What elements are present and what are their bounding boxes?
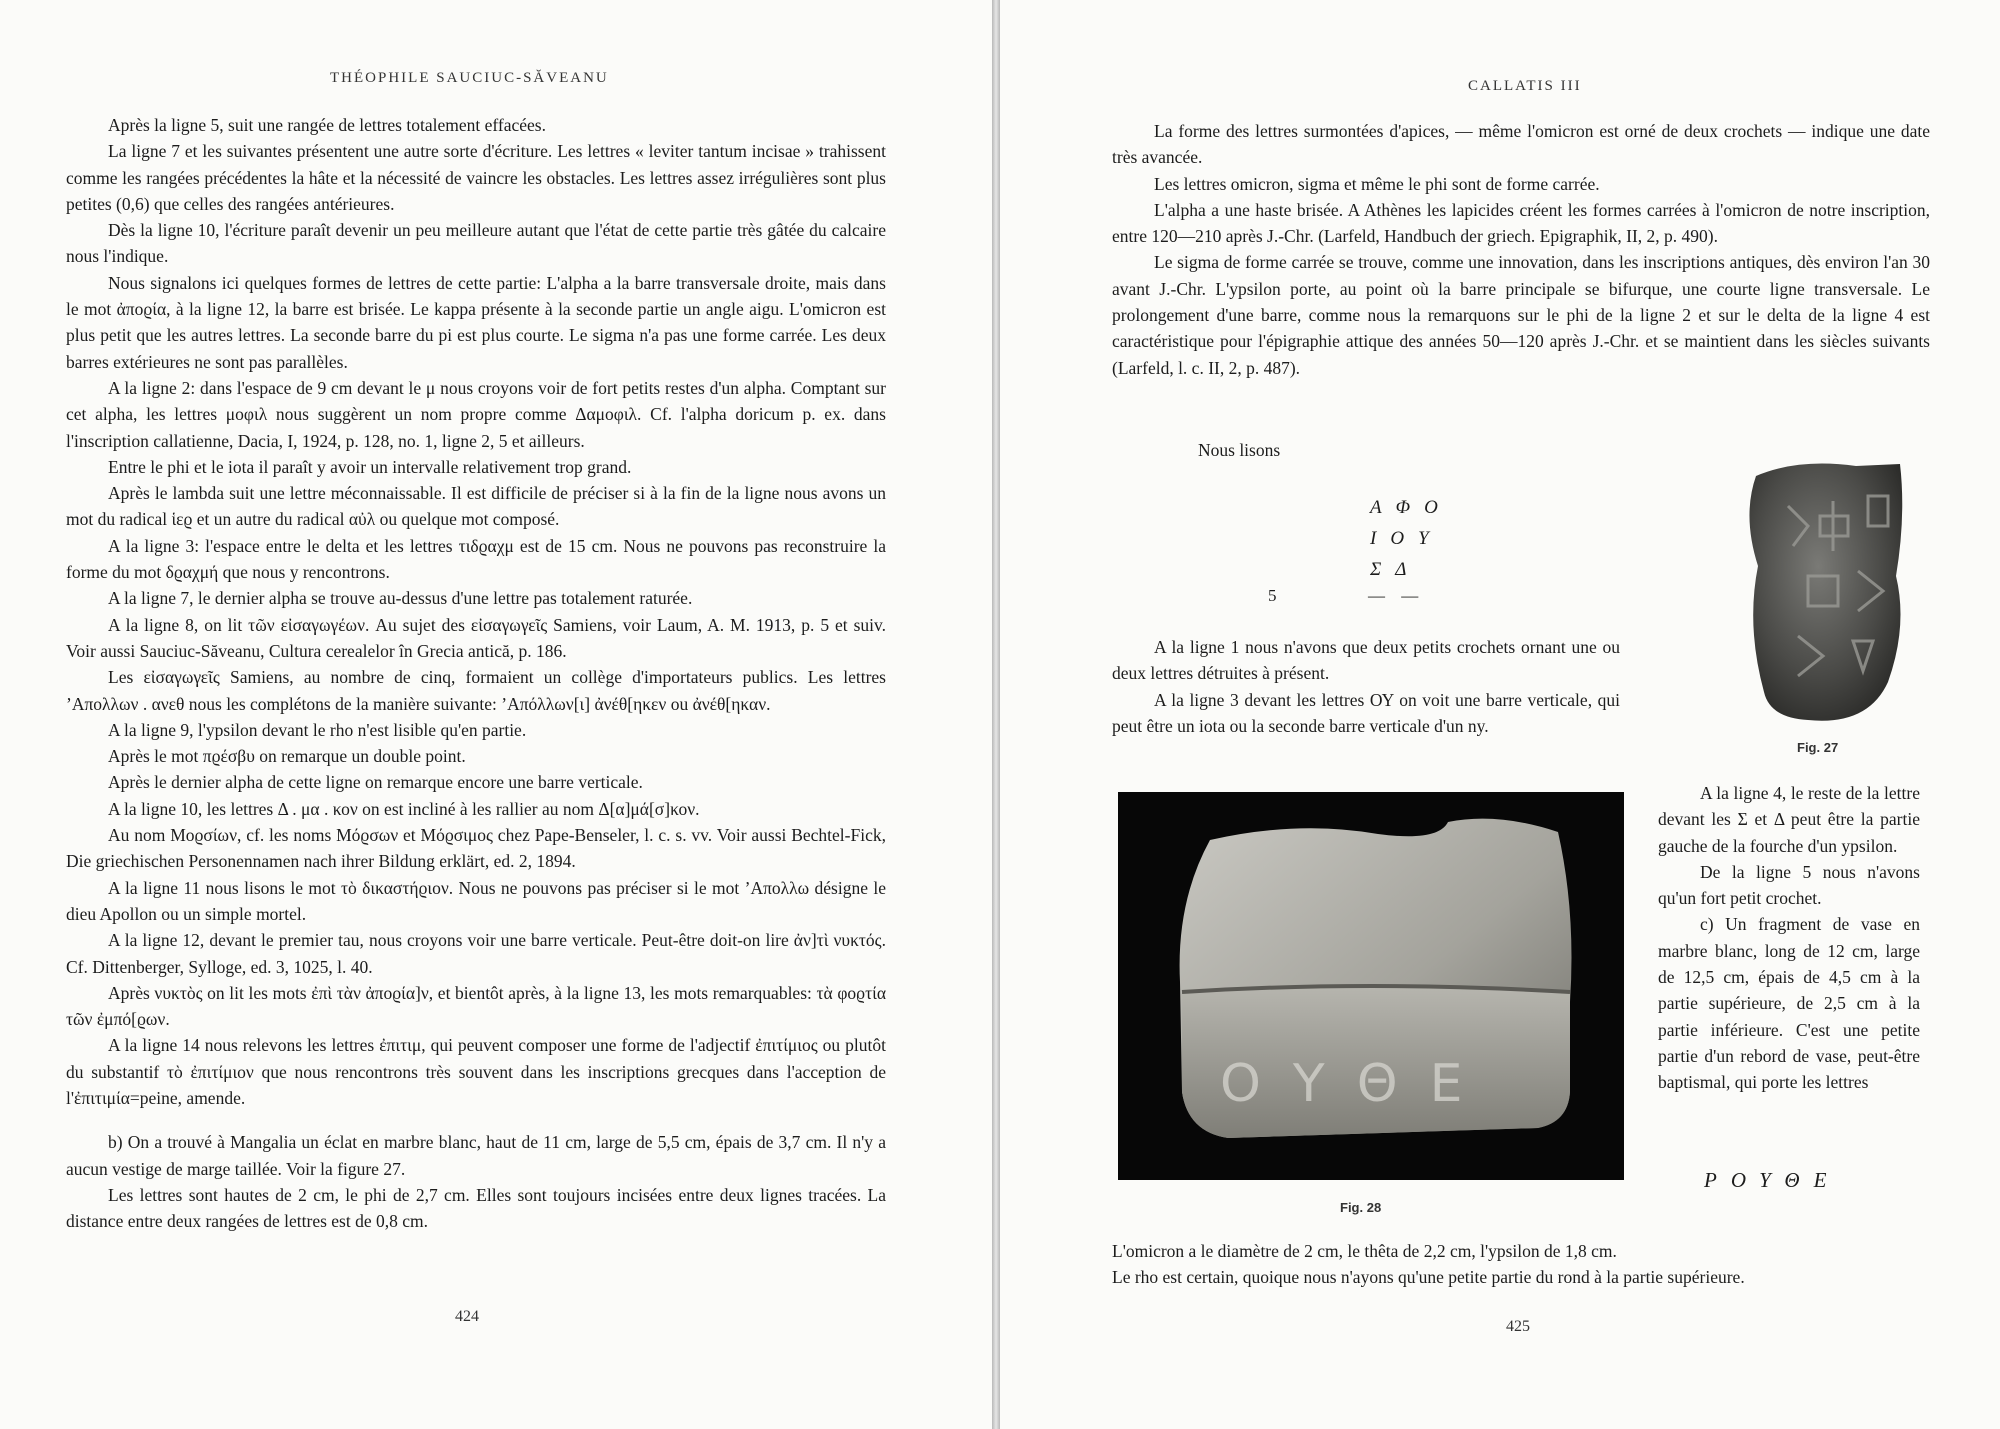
- paragraph: Les lettres omicron, sigma et même le phi sont de forme carrée.: [1154, 173, 1600, 194]
- body-text-side: [1658, 780, 1920, 1096]
- paragraph: A la ligne 9, l'ypsilon devant le rho n'est lisible qu'en partie.: [108, 719, 527, 740]
- paragraph-section-b: b) On a trouvé à Mangalia un éclat en marbre blanc, haut de 11 cm, large de 5,5 cm, épais de 3,7 cm. Il n'y a aucun vestige de marge taillée. Voir la figure 27.: [66, 1132, 886, 1179]
- nous-lisons: Nous lisons: [1198, 440, 1281, 460]
- paragraph: A la ligne 7, le dernier alpha se trouve au-dessus d'une lettre pas totalement raturée.: [108, 588, 693, 609]
- body-text: [66, 112, 886, 1234]
- paragraph: De la ligne 5 nous n'avons qu'un fort petit crochet.: [1658, 861, 1920, 909]
- paragraph: A la ligne 8, on lit τῶν εἰσαγωγέων. Au sujet des εἰσαγωγεῖς Samiens, voir Laum, A. M. 1913, p. 5 et suiv. Voir aussi Sauciuc-Săveanu, Cultura cerealelor în Grecia antică, p. 186.: [66, 614, 886, 661]
- paragraph: A la ligne 12, devant le premier tau, nous croyons voir une barre verticale. Peut-être doit-on lire ἀν]τὶ νυκτός. Cf. Dittenberger, Sylloge, ed. 3, 1025, l. 40.: [66, 930, 886, 977]
- paragraph: L'omicron a le diamètre de 2 cm, le thêta de 2,2 cm, l'ypsilon de 1,8 cm.: [1112, 1241, 1617, 1261]
- body-text-mid: [1112, 634, 1620, 739]
- inscription-transcription: [1370, 492, 1438, 585]
- left-page: [0, 0, 992, 1429]
- paragraph: Après νυκτὸς on lit les mots ἐπὶ τὰν ἀποϱία]ν, et bientôt après, à la ligne 13, les mots remarquables: τὰ φοϱτία τῶν ἐμπό[ϱων.: [66, 982, 886, 1030]
- paragraph: A la ligne 3 devant les lettres ΟΥ on voit une barre verticale, qui peut être un iota ou la seconde barre verticale d'un ny.: [1112, 689, 1620, 736]
- paragraph: A la ligne 4, le reste de la lettre devant les Σ et Δ peut être la partie gauche de la fourche d'un ypsilon.: [1658, 783, 1920, 856]
- paragraph: Après le mot πϱέσβυ on remarque un double point.: [108, 746, 466, 767]
- paragraph: Nous signalons ici quelques formes de lettres de cette partie: L'alpha a la barre transversale droite, mais dans le mot ἀποϱία, à la ligne 12, la barre est brisée. Le kappa présente à la seconde partie un angle aigu. L'omicron est plus petit que les autres lettres. La seconde barre du pi est plus courte. Le sigma n'a pas une forme carrée. Les deux barres extérieures ne sont pas parallèles.: [66, 272, 886, 372]
- book-gutter: [992, 0, 1000, 1429]
- paragraph: A la ligne 11 nous lisons le mot τὸ δικαστήϱιον. Nous ne pouvons pas préciser si le mot ʼΑπολλω désigne le dieu Apollon ou un simple mortel.: [66, 877, 886, 924]
- inscription-row: Ι Ο Υ: [1370, 528, 1429, 549]
- right-page: [1000, 0, 2000, 1429]
- running-head: CALLATIS III: [1468, 78, 1582, 94]
- paragraph: Après le lambda suit une lettre méconnaissable. Il est difficile de préciser si à la fin de la ligne nous avons un mot du radical ἱεϱ et un autre du radical αὐλ ou quelque mot composé.: [66, 483, 886, 530]
- inscription-line-number: 5: [1268, 586, 1277, 605]
- figure-28-carved-letters: ΟΥΘΕ: [1220, 1054, 1495, 1114]
- inscription-row: Α Φ Ο: [1370, 497, 1438, 518]
- inscription-row: Σ Δ: [1370, 559, 1407, 580]
- paragraph: Après la ligne 5, suit une rangée de lettres totalement effacées.: [108, 115, 546, 135]
- paragraph: A la ligne 10, les lettres Δ . μα . κον on est incliné à les rallier au nom Δ[α]μά[σ]κον.: [108, 798, 700, 819]
- paragraph: A la ligne 14 nous relevons les lettres ἐπιτιμ, qui peuvent composer une forme de l'adjectif ἐπιτίμιος ou plutôt du substantif τὸ ἐπιτίμιον que nous rencontrons très souvent dans les inscriptions grecques dans l'acception de l'ἐπιτιμία=peine, amende.: [66, 1035, 886, 1108]
- figure-27-stone-fragment-photo: [1738, 456, 1908, 728]
- paragraph: Le rho est certain, quoique nous n'ayons qu'une petite partie du rond à la partie supérieure.: [1112, 1267, 1745, 1288]
- paragraph: c) Un fragment de vase en marbre blanc, long de 12 cm, large de 12,5 cm, épais de 4,5 cm à la partie supérieure, de 2,5 cm à la partie inférieure. C'est une petite partie d'un rebord de vase, peut-être baptismal, qui porte les lettres: [1658, 914, 1920, 1093]
- paragraph: Le sigma de forme carrée se trouve, comme une innovation, dans les inscriptions antiques, dès environ l'an 30 avant J.-Chr. L'ypsilon porte, au point où la barre principale se bifurque, une courte ligne transversale. Le prolongement d'une barre, comme nous la remarquons sur le phi de la ligne 2 et sur le delta de la ligne 4 est caractéristique pour l'épigraphie attique des années 50—120 après J.-Chr. et se maintient dans les siècles suivants (Larfeld, l. c. II, 2, p. 487).: [1112, 252, 1930, 378]
- page-number: 425: [1506, 1318, 1530, 1335]
- paragraph: L'alpha a une haste brisée. A Athènes les lapicides créent les formes carrées à l'omicron de notre inscription, entre 120—210 après J.-Chr. (Larfeld, Handbuch der griech. Epigraphik, II, 2, p. 490).: [1112, 199, 1930, 247]
- paragraph: Dès la ligne 10, l'écriture paraît devenir un peu meilleure autant que l'état de cette partie très gâtée du calcaire nous l'indique.: [66, 220, 886, 267]
- figure-28-vase-fragment-photo: [1118, 792, 1624, 1180]
- paragraph: Les εἰσαγωγεῖς Samiens, au nombre de cinq, formaient un collège d'importateurs publics. Les lettres ʼΑπολλων . ανεθ nous les complétons de la manière suivante: ʼΑπόλλων[ι] ἀνέθ[ηκεν ou ἀνέθ[ηκαν.: [66, 667, 886, 714]
- paragraph: La forme des lettres surmontées d'apices, — même l'omicron est orné de deux crochets — indique une date très avancée.: [1112, 121, 1930, 168]
- figure-27-caption: Fig. 27: [1797, 740, 1839, 755]
- paragraph: Après le dernier alpha de cette ligne on remarque encore une barre verticale.: [108, 772, 643, 793]
- page-number: 424: [455, 1308, 479, 1325]
- running-head: THÉOPHILE SAUCIUC-SĂVEANU: [330, 70, 609, 86]
- figure-28-caption: Fig. 28: [1340, 1200, 1382, 1215]
- body-text-top: [1112, 118, 1930, 381]
- paragraph: Entre le phi et le iota il paraît y avoir un intervalle relativement trop grand.: [108, 456, 632, 477]
- paragraph: Au nom Μοϱσίων, cf. les noms Μόϱσων et Μόϱσιμος chez Pape-Benseler, l. c. s. vv. Voir aussi Bechtel-Fick, Die griechischen Personennamen nach ihrer Bildung erklärt, ed. 2, 1894.: [66, 825, 886, 872]
- paragraph: Les lettres sont hautes de 2 cm, le phi de 2,7 cm. Elles sont toujours incisées entre deux lignes tracées. La distance entre deux rangées de lettres est de 0,8 cm.: [66, 1184, 886, 1232]
- paragraph: A la ligne 2: dans l'espace de 9 cm devant le μ nous croyons voir de fort petits restes d'un alpha. Comptant sur cet alpha, les lettres μοφιλ nous suggèrent un nom propre comme Δαμοφιλ. Cf. l'alpha doricum p. ex. dans l'inscription callatienne, Dacia, I, 1924, p. 128, no. 1, ligne 2, 5 et ailleurs.: [66, 377, 886, 451]
- paragraph: La ligne 7 et les suivantes présentent une autre sorte d'écriture. Les lettres « leviter tantum incisae » trahissent comme les rangées précédentes la hâte et la nécessité de vaincre les obstacles. Les lettres assez irrégulières sont plus petites (0,6) que celles des rangées antérieures.: [66, 141, 886, 214]
- routhe-transcription: ΡΟΥΘΕ: [1704, 1168, 1841, 1192]
- body-text-bottom: [1112, 1238, 1930, 1291]
- inscription-dashes: — —: [1368, 586, 1425, 605]
- paragraph: A la ligne 3: l'espace entre le delta et les lettres τιδϱαχμ est de 15 cm. Nous ne pouvons pas reconstruire la forme du mot δϱαχμή que nous y rencontrons.: [66, 535, 886, 583]
- paragraph: A la ligne 1 nous n'avons que deux petits crochets ornant une ou deux lettres détruites à présent.: [1112, 637, 1620, 684]
